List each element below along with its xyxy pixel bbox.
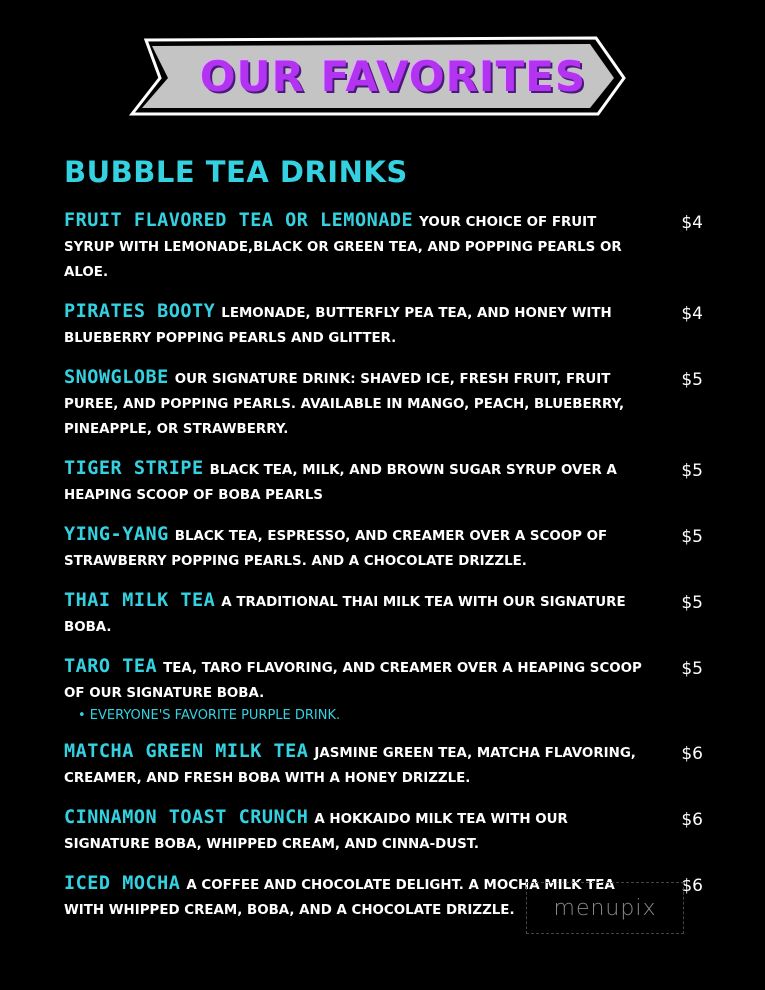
menu-item xyxy=(64,588,709,640)
item-description: LEMONADE, BUTTERFLY PEA TEA, AND HONEY WITH BLUEBERRY POPPING PEARLS AND GLITTER. xyxy=(64,306,612,346)
item-name: TARO TEA xyxy=(64,656,158,677)
menu-item xyxy=(64,654,709,725)
item-price: $5 xyxy=(681,527,703,547)
banner-title: OUR FAVORITES xyxy=(199,51,587,101)
item-description: OUR SIGNATURE DRINK: SHAVED ICE, FRESH FRUIT, FRUIT PUREE, AND POPPING PEARLS. AVAILABLE IN MANGO, PEACH, BLUEBERRY, PINEAPPLE, OR STRAWBERRY. xyxy=(64,372,625,437)
item-price: $6 xyxy=(681,744,703,764)
item-name: SNOWGLOBE xyxy=(64,367,169,388)
menu-list xyxy=(64,208,709,937)
item-price: $6 xyxy=(681,810,703,830)
item-description: YOUR CHOICE OF FRUIT SYRUP WITH LEMONADE,BLACK OR GREEN TEA, AND POPPING PEARLS OR ALOE. xyxy=(64,215,622,280)
item-price: $5 xyxy=(681,461,703,481)
item-price: $5 xyxy=(681,659,703,679)
item-description: A TRADITIONAL THAI MILK TEA WITH OUR SIGNATURE BOBA. xyxy=(64,595,626,635)
item-name: TIGER STRIPE xyxy=(64,458,204,479)
menu-item xyxy=(64,456,709,508)
watermark-text: menupix xyxy=(553,895,657,921)
menu-item xyxy=(64,365,709,442)
item-description: JASMINE GREEN TEA, MATCHA FLAVORING, CREAMER, AND FRESH BOBA WITH A HONEY DRIZZLE. xyxy=(64,746,636,786)
item-name: CINNAMON TOAST CRUNCH xyxy=(64,807,309,828)
item-name: FRUIT FLAVORED TEA OR LEMONADE xyxy=(64,210,414,231)
item-description: A HOKKAIDO MILK TEA WITH OUR SIGNATURE BOBA, WHIPPED CREAM, AND CINNA-DUST. xyxy=(64,812,568,852)
item-name: YING-YANG xyxy=(64,524,169,545)
item-price: $5 xyxy=(681,593,703,613)
item-description: BLACK TEA, MILK, AND BROWN SUGAR SYRUP OVER A HEAPING SCOOP OF BOBA PEARLS xyxy=(64,463,617,503)
item-description: A COFFEE AND CHOCOLATE DELIGHT. A MOCHA MILK TEA WITH WHIPPED CREAM, BOBA, AND A CHOCOLATE DRIZZLE. xyxy=(64,878,615,918)
title-banner xyxy=(128,34,628,118)
section-title: BUBBLE TEA DRINKS xyxy=(64,155,408,189)
item-description: BLACK TEA, ESPRESSO, AND CREAMER OVER A SCOOP OF STRAWBERRY POPPING PEARLS. AND A CHOCOLATE DRIZZLE. xyxy=(64,529,608,569)
menu-item xyxy=(64,208,709,285)
item-name: MATCHA GREEN MILK TEA xyxy=(64,741,309,762)
item-name: THAI MILK TEA xyxy=(64,590,216,611)
menu-item xyxy=(64,739,709,791)
item-note: • EVERYONE'S FAVORITE PURPLE DRINK. xyxy=(78,708,341,723)
menu-item xyxy=(64,805,709,857)
menupix-watermark xyxy=(526,882,684,934)
item-price: $6 xyxy=(681,876,703,896)
item-price: $4 xyxy=(681,304,703,324)
menu-item xyxy=(64,299,709,351)
item-price: $4 xyxy=(681,213,703,233)
item-name: ICED MOCHA xyxy=(64,873,181,894)
item-name: PIRATES BOOTY xyxy=(64,301,216,322)
item-description: TEA, TARO FLAVORING, AND CREAMER OVER A HEAPING SCOOP OF OUR SIGNATURE BOBA. xyxy=(64,661,642,701)
menu-item xyxy=(64,522,709,574)
item-price: $5 xyxy=(681,370,703,390)
